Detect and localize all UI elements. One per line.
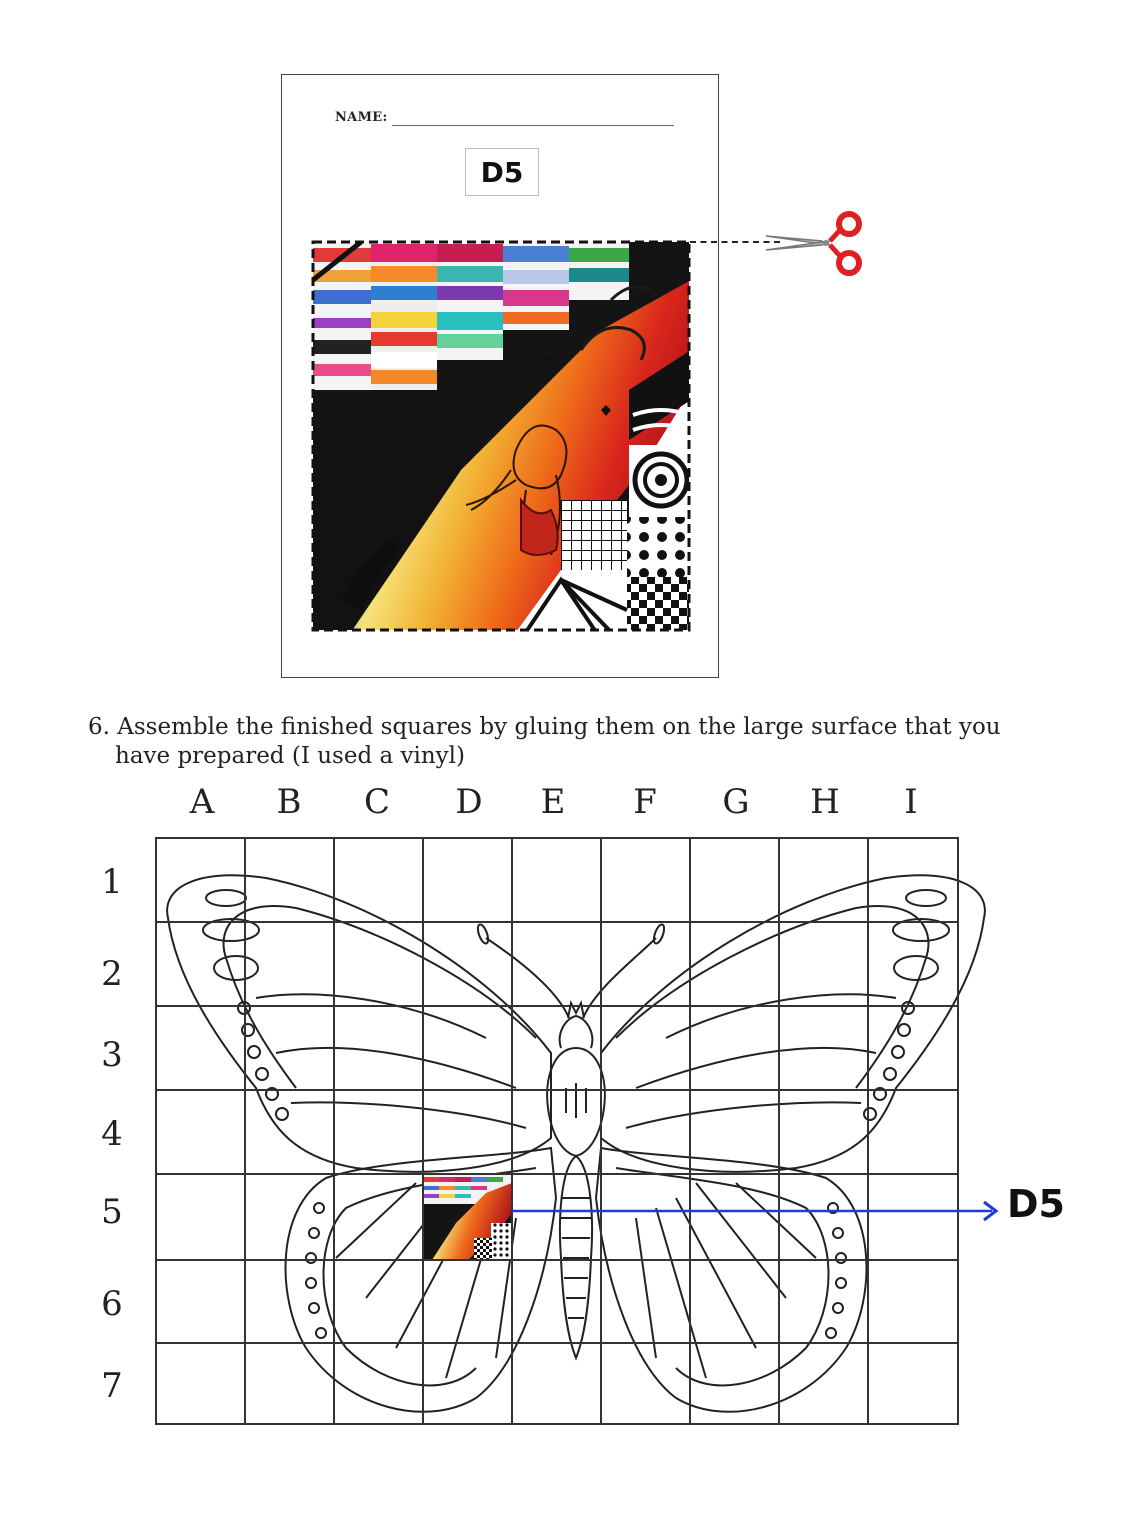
artwork-square: [311, 240, 691, 632]
column-label-b: B: [276, 782, 302, 822]
row-label-1: 1: [101, 862, 123, 902]
column-label-f: F: [633, 782, 657, 822]
row-label-6: 6: [101, 1284, 123, 1324]
column-label-a: A: [189, 782, 215, 822]
instruction-text: [88, 713, 1078, 771]
row-label-4: 4: [101, 1114, 123, 1154]
row-label-3: 3: [101, 1035, 123, 1075]
placed-square-d5: [423, 1174, 512, 1260]
grid-lines: [156, 838, 958, 1424]
instruction-line-2: have prepared (I used a vinyl): [115, 743, 465, 769]
column-label-g: G: [722, 782, 750, 822]
square-code-box: D5: [465, 148, 539, 196]
butterfly-grid: [150, 832, 1010, 1432]
row-label-2: 2: [101, 954, 123, 994]
name-underline: [392, 125, 674, 126]
column-label-d: D: [455, 782, 483, 822]
column-label-i: I: [904, 782, 918, 822]
column-label-c: C: [363, 782, 390, 822]
row-label-5: 5: [101, 1192, 123, 1232]
column-label-e: E: [540, 782, 566, 822]
column-label-h: H: [810, 782, 840, 822]
butterfly-outline: [167, 875, 985, 1411]
scissors-icon: [760, 208, 866, 278]
row-label-7: 7: [101, 1366, 123, 1406]
callout-label-d5: D5: [1007, 1182, 1065, 1226]
name-label: NAME:: [335, 110, 388, 125]
instruction-line-1: 6. Assemble the finished squares by gluing them on the large surface that you: [88, 714, 1001, 740]
